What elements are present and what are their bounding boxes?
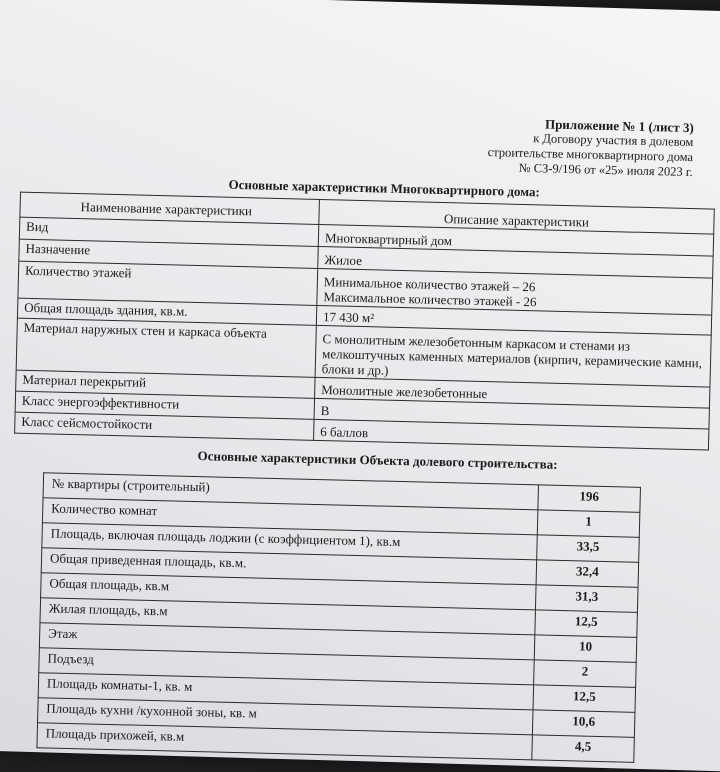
desc-line: Минимальное количество этажей – 26 — [323, 274, 536, 295]
row-value: 1 — [537, 510, 640, 537]
row-name: Этаж — [39, 623, 534, 660]
row-description: Жилое — [318, 246, 713, 278]
row-name: Подъезд — [39, 648, 534, 685]
annex-header — [463, 114, 694, 180]
desc-line: Максимальное количество этажей - 26 — [323, 289, 537, 310]
row-value: 33,5 — [537, 535, 640, 562]
row-name: № квартиры (строительный) — [43, 473, 538, 510]
row-value: 12,5 — [535, 610, 638, 637]
row-name: Площадь, включая площадь лоджии (с коэффициентом 1), кв.м — [42, 523, 537, 560]
row-value: 31,3 — [535, 585, 638, 612]
column-header-name: Наименование характеристики — [20, 192, 320, 224]
row-name: Площадь комнаты-1, кв. м — [38, 673, 533, 710]
row-description: В — [314, 398, 709, 429]
row-name: Общая площадь, кв.м — [41, 573, 536, 610]
row-value: 32,4 — [536, 560, 639, 587]
building-characteristics-table — [14, 192, 715, 451]
row-value: 10 — [534, 635, 637, 662]
row-name: Класс сейсмостойкости — [15, 412, 314, 440]
annex-line-2: строительстве многоквартирного дома — [487, 145, 694, 165]
object-heading: Основные характеристики Объекта долевого строительства: — [197, 448, 558, 472]
row-name: Класс энергоэффективности — [15, 391, 314, 419]
annex-line-3: № СЗ-9/196 от «25» июля 2023 г. — [518, 160, 693, 180]
row-name: Площадь кухни /кухонной зоны, кв. м — [38, 698, 533, 735]
row-value: 196 — [538, 485, 641, 512]
row-name: Количество этажей — [18, 261, 318, 305]
annex-title: Приложение № 1 (лист 3) — [544, 116, 694, 136]
row-value: 10,6 — [532, 710, 635, 737]
row-description: 6 баллов — [314, 419, 709, 450]
row-description: С монолитным железобетонным каркасом и стенами из мелкоштучных каменных материалов (кирпич, керамические камни, блоки и др.) — [315, 325, 711, 387]
annex-line-1: к Договору участия в долевом — [533, 131, 694, 150]
object-characteristics-table — [36, 472, 641, 763]
row-value: 12,5 — [533, 685, 636, 712]
row-name: Назначение — [19, 239, 318, 268]
column-header-description: Описание характеристики — [319, 199, 714, 234]
row-value: 2 — [534, 660, 637, 687]
row-name: Общая приведенная площадь, кв.м. — [41, 548, 536, 585]
row-name: Жилая площадь, кв.м — [40, 598, 535, 635]
row-description: 17 430 м² — [316, 305, 711, 335]
row-value: 4,5 — [532, 735, 635, 762]
row-description: Многоквартирный дом — [318, 224, 713, 256]
row-name: Материал наружных стен и каркаса объекта — [16, 318, 316, 377]
row-name: Материал перекрытий — [16, 370, 315, 398]
row-name: Вид — [19, 217, 318, 246]
building-heading: Основные характеристики Многоквартирного дома: — [228, 176, 540, 200]
row-description: Монолитные железобетонные — [315, 377, 710, 408]
row-name: Количество комнат — [42, 498, 537, 535]
row-name: Общая площадь здания, кв.м. — [17, 298, 316, 325]
row-name: Площадь прихожей, кв.м — [37, 723, 532, 760]
